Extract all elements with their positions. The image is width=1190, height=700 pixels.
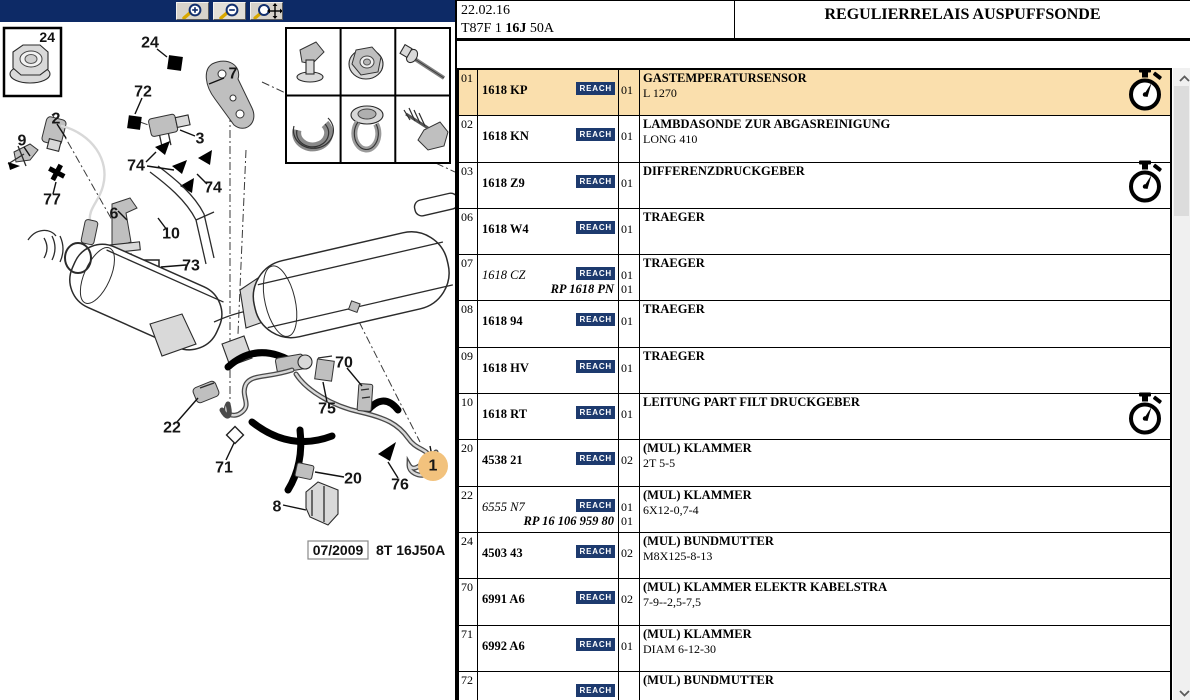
callout-label[interactable]: 74: [204, 179, 222, 197]
table-row[interactable]: [459, 255, 1170, 301]
quantity-value: 01: [621, 221, 633, 236]
part-ref-cell: [478, 255, 619, 300]
part-name: DIFFERENZDRUCKGEBER: [643, 163, 805, 178]
quantity-value: 02: [621, 545, 633, 560]
date-box: 07/2009: [312, 542, 364, 558]
part-ref-cell: [478, 209, 619, 254]
part-ref-cell: [478, 70, 619, 115]
part-ref-cell: [478, 163, 619, 208]
reach-badge[interactable]: REACH: [576, 406, 615, 419]
table-row[interactable]: [459, 116, 1170, 162]
part-name: TRAEGER: [643, 209, 705, 224]
part-spec: 6X12-0,7-4: [643, 502, 699, 517]
magnifier-move-icon: [252, 3, 282, 19]
row-number: 22: [459, 487, 478, 532]
part-reference[interactable]: 6555 N7: [482, 499, 525, 514]
part-name: GASTEMPERATURSENSOR: [643, 71, 807, 85]
quantity-value: 01: [621, 407, 633, 422]
reach-badge[interactable]: REACH: [576, 267, 615, 280]
table-row[interactable]: [459, 533, 1170, 579]
diagram-toolbar: [0, 0, 455, 22]
table-row[interactable]: [459, 70, 1170, 116]
stopwatch-icon: [1125, 68, 1165, 112]
part-spec: L 1270: [643, 86, 677, 100]
quantity-cell: [619, 533, 640, 578]
part-spec: M8X125-8-13: [643, 548, 713, 563]
inset-part-box: [4, 28, 61, 96]
row-number: 07: [459, 255, 478, 300]
quantity-value: 01: [621, 513, 633, 528]
parts-table: [457, 68, 1172, 700]
part-ref-cell: [478, 348, 619, 393]
quantity-cell: [619, 440, 640, 485]
table-row[interactable]: [459, 209, 1170, 255]
callout-label[interactable]: 76: [391, 476, 409, 494]
quantity-value: 02: [621, 592, 633, 607]
part-reference[interactable]: 1618 HV: [482, 360, 529, 375]
zoom-in-button[interactable]: [176, 2, 209, 20]
part-name: (MUL) KLAMMER ELEKTR KABELSTRA: [643, 580, 888, 595]
scroll-up-button[interactable]: [1173, 68, 1190, 85]
reach-badge[interactable]: REACH: [576, 175, 615, 188]
callout-label[interactable]: 2: [51, 110, 61, 128]
quantity-cell: [619, 70, 640, 115]
catalog-date: 22.02.16: [461, 3, 510, 18]
inset-label: 24: [39, 29, 55, 45]
magnifier-minus-icon: [217, 3, 243, 19]
part-spec: DIAM 6-12-30: [643, 641, 716, 656]
quantity-cell: [619, 348, 640, 393]
callout-label[interactable]: 6: [109, 205, 119, 223]
part-name: TRAEGER: [643, 348, 705, 363]
part-name: (MUL) KLAMMER: [643, 626, 752, 641]
table-row[interactable]: [459, 301, 1170, 347]
table-row[interactable]: [459, 440, 1170, 486]
part-name: LAMBDASONDE ZUR ABGASREINIGUNG: [643, 117, 891, 132]
part-reference[interactable]: 1618 KP: [482, 83, 528, 97]
row-number: 03: [459, 163, 478, 208]
table-row[interactable]: [459, 579, 1170, 625]
part-reference[interactable]: 4538 21: [482, 453, 523, 468]
reach-badge[interactable]: REACH: [576, 499, 615, 512]
callout-label[interactable]: 9: [17, 132, 27, 150]
part-reference[interactable]: 1618 Z9: [482, 175, 525, 190]
callout-label[interactable]: 74: [127, 157, 145, 175]
exploded-diagram: [0, 22, 455, 700]
quantity-value: 01: [621, 83, 633, 97]
callout-label[interactable]: 77: [43, 191, 61, 209]
figure-reference: T87F 1 16J 50A: [461, 21, 554, 36]
part-ref-cell: [478, 301, 619, 346]
part-ref-cell: [478, 626, 619, 671]
reach-badge[interactable]: REACH: [576, 591, 615, 604]
row-number: 20: [459, 440, 478, 485]
reach-badge[interactable]: REACH: [576, 684, 615, 697]
part-name: (MUL) KLAMMER: [643, 441, 752, 456]
header-meta: [457, 1, 735, 38]
zoom-pan-button[interactable]: [250, 2, 283, 20]
cross-mark: [45, 161, 68, 184]
parts-thumbnail-grid[interactable]: [286, 28, 450, 163]
quantity-value: 01: [621, 175, 633, 190]
chevron-down-icon: [1179, 690, 1190, 697]
part-name: TRAEGER: [643, 302, 705, 317]
description-cell: [640, 163, 1170, 208]
table-row[interactable]: [459, 163, 1170, 209]
description-cell: [640, 533, 1170, 578]
part-ref-cell: [478, 440, 619, 485]
scroll-down-button[interactable]: [1173, 683, 1190, 700]
part-ref-cell: [478, 487, 619, 532]
description-cell: [640, 626, 1170, 671]
variant-code: 8T 16J50A: [376, 542, 446, 558]
part-name: (MUL) BUNDMUTTER: [643, 533, 774, 548]
part-reference[interactable]: 1618 KN: [482, 129, 529, 144]
description-cell: [640, 394, 1170, 439]
description-cell: [640, 255, 1170, 300]
row-number: 06: [459, 209, 478, 254]
table-row[interactable]: [459, 487, 1170, 533]
row-number: 72: [459, 672, 478, 700]
callout-label[interactable]: 7: [228, 65, 238, 83]
table-row[interactable]: [459, 626, 1170, 672]
callout-label[interactable]: 72: [134, 83, 152, 101]
part-reference[interactable]: 4503 43: [482, 545, 523, 560]
replacement-reference[interactable]: RP 16 106 959 80: [523, 513, 614, 528]
service-time-indicator: [1125, 68, 1165, 117]
chevron-up-icon: [1179, 75, 1190, 82]
table-row[interactable]: [459, 394, 1170, 440]
reach-badge[interactable]: REACH: [576, 638, 615, 651]
service-time-indicator: [1125, 161, 1165, 210]
description-cell: [640, 579, 1170, 624]
quantity-value: 01: [621, 282, 633, 297]
quantity-value: 01: [621, 314, 633, 329]
magnifier-plus-icon: [180, 3, 206, 19]
table-row[interactable]: [459, 348, 1170, 394]
quantity-value: 01: [621, 268, 633, 283]
part-ref-cell: [478, 394, 619, 439]
reach-badge[interactable]: REACH: [576, 128, 615, 141]
row-number: 70: [459, 579, 478, 624]
reach-badge[interactable]: REACH: [576, 221, 615, 234]
row-number: 24: [459, 533, 478, 578]
part-reference[interactable]: 1618 CZ: [482, 268, 526, 283]
quantity-cell: [619, 255, 640, 300]
quantity-cell: [619, 579, 640, 624]
part-name: (MUL) BUNDMUTTER: [643, 672, 774, 687]
table-row[interactable]: [459, 672, 1170, 700]
row-number: 01: [459, 70, 478, 115]
callout-label[interactable]: 24: [141, 34, 159, 52]
quantity-cell: [619, 672, 640, 700]
row-number: 10: [459, 394, 478, 439]
quantity-value: 01: [621, 129, 633, 144]
quantity-cell: [619, 116, 640, 161]
callout-label[interactable]: 71: [215, 459, 233, 477]
quantity-cell: [619, 301, 640, 346]
row-number: 09: [459, 348, 478, 393]
panel-header: [457, 0, 1190, 41]
quantity-cell: [619, 487, 640, 532]
description-cell: [640, 70, 1170, 115]
reach-badge[interactable]: REACH: [576, 452, 615, 465]
callout-label[interactable]: 8: [272, 498, 282, 516]
row-number: 02: [459, 116, 478, 161]
part-ref-cell: [478, 116, 619, 161]
page-title: REGULIERRELAIS AUSPUFFSONDE: [824, 6, 1101, 23]
description-cell: [640, 487, 1170, 532]
description-cell: [640, 672, 1170, 700]
callout-label[interactable]: 10: [162, 225, 180, 243]
part-spec: 7-9--2,5-7,5: [643, 595, 701, 610]
description-cell: [640, 116, 1170, 161]
reach-badge[interactable]: REACH: [576, 360, 615, 373]
callout-label[interactable]: 75: [318, 400, 336, 418]
part-name: LEITUNG PART FILT DRUCKGEBER: [643, 395, 860, 410]
stopwatch-icon: [1125, 161, 1165, 205]
callout-label[interactable]: 73: [182, 257, 200, 275]
part-reference[interactable]: 6992 A6: [482, 638, 525, 653]
callout-label[interactable]: 20: [344, 470, 362, 488]
row-number: 08: [459, 301, 478, 346]
part-spec: LONG 410: [643, 132, 698, 147]
parts-panel: [457, 0, 1190, 700]
quantity-value: 02: [621, 453, 633, 468]
part-name: (MUL) KLAMMER: [643, 487, 752, 502]
quantity-cell: [619, 163, 640, 208]
part-name: TRAEGER: [643, 256, 705, 271]
scrollbar-thumb[interactable]: [1174, 86, 1189, 216]
callout-label[interactable]: 70: [335, 354, 353, 372]
part-ref-cell: [478, 579, 619, 624]
callout-label[interactable]: 22: [163, 419, 181, 437]
description-cell: [640, 301, 1170, 346]
diagram-panel: [0, 0, 457, 700]
part-ref-cell: [478, 533, 619, 578]
diagram-footer: [308, 541, 445, 559]
part-spec: 2T 5-5: [643, 456, 676, 471]
service-time-indicator: [1125, 392, 1165, 441]
quantity-value: 01: [621, 360, 633, 375]
part-ref-cell: [478, 672, 619, 700]
quantity-cell: [619, 394, 640, 439]
row-number: 71: [459, 626, 478, 671]
zoom-out-button[interactable]: [213, 2, 246, 20]
quantity-cell: [619, 209, 640, 254]
description-cell: [640, 348, 1170, 393]
reach-badge[interactable]: REACH: [576, 82, 615, 95]
vertical-scrollbar[interactable]: [1173, 68, 1190, 700]
stopwatch-icon: [1125, 392, 1165, 436]
quantity-cell: [619, 626, 640, 671]
description-cell: [640, 209, 1170, 254]
part-reference[interactable]: 1618 RT: [482, 407, 528, 422]
part-reference[interactable]: 1618 W4: [482, 221, 529, 236]
replacement-reference[interactable]: RP 1618 PN: [550, 282, 614, 297]
reach-badge[interactable]: REACH: [576, 313, 615, 326]
quantity-value: 01: [621, 499, 633, 514]
callout-label[interactable]: 3: [195, 130, 205, 148]
callout-label[interactable]: 1: [428, 457, 438, 475]
quantity-value: 01: [621, 638, 633, 653]
reach-badge[interactable]: REACH: [576, 545, 615, 558]
description-cell: [640, 440, 1170, 485]
part-reference[interactable]: 6991 A6: [482, 592, 525, 607]
part-reference[interactable]: 1618 94: [482, 314, 523, 329]
